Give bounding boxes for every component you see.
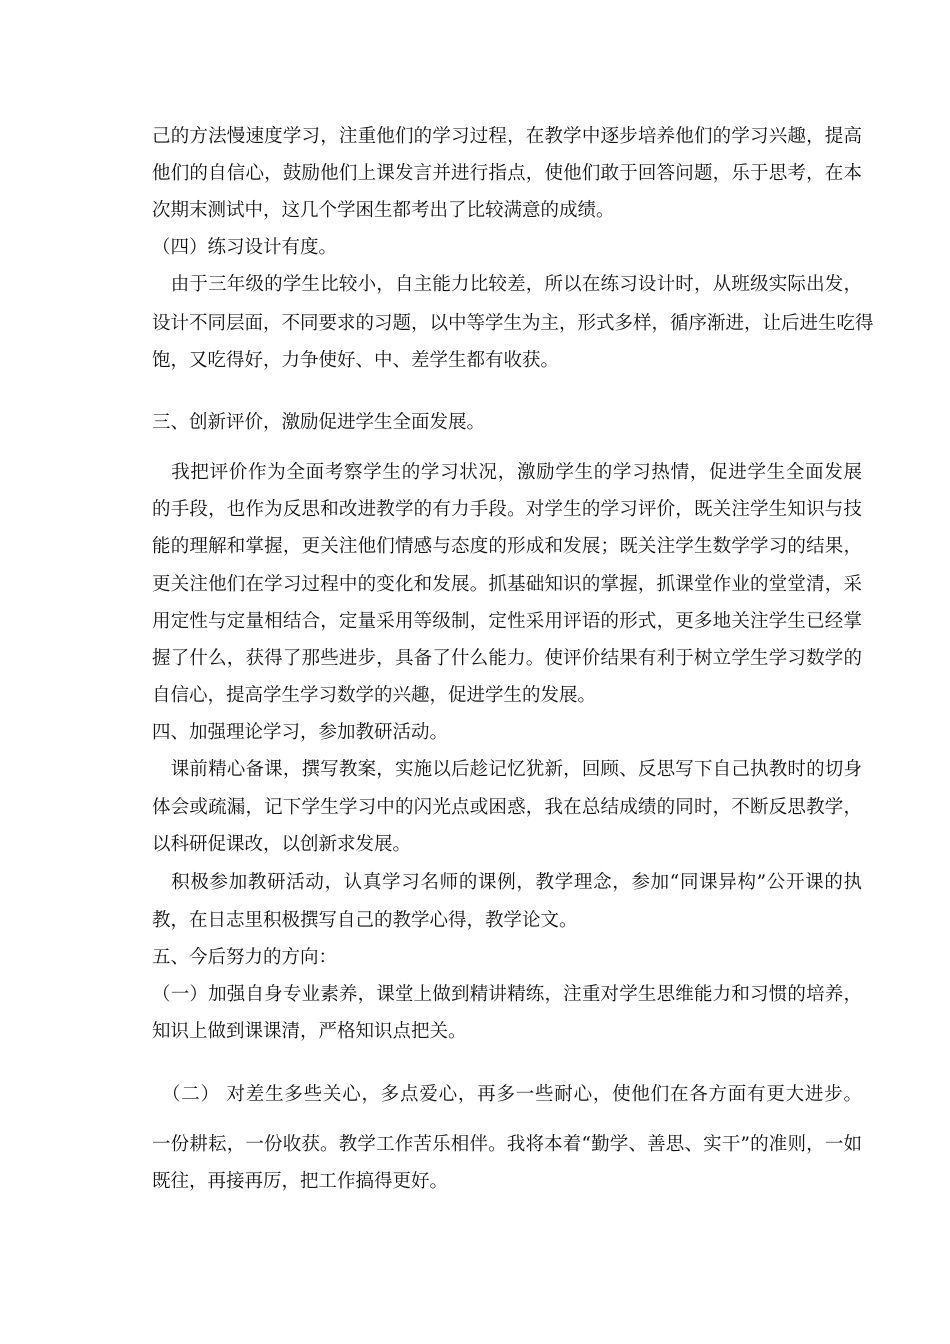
text-line: 知识上做到课课清，严格知识点把关。 [152, 1021, 467, 1042]
section-heading: 四、加强理论学习，参加教研活动。 [152, 722, 449, 743]
text-line: 能的理解和掌握，更关注他们情感与态度的形成和发展；既关注学生数学学习的结果， [152, 536, 862, 557]
text-line: 握了什么，获得了那些进步，具备了什么能力。使评价结果有利于树立学生学习数学的 [152, 648, 862, 669]
text-line: （二） 对差生多些关心，多点爱心，再多一些耐心，使他们在各方面有更大进步。 [152, 1084, 862, 1105]
text-line: 我把评价作为全面考察学生的学习状况，激励学生的学习热情，促进学生全面发展 [152, 462, 862, 483]
text-line: 设计不同层面，不同要求的习题，以中等学生为主，形式多样，循序渐进，让后进生吃得 [152, 313, 874, 334]
text-line: 己的方法慢速度学习，注重他们的学习过程，在教学中逐步培养他们的学习兴趣，提高 [152, 126, 862, 147]
text-line: 教，在日志里积极撰写自己的教学心得，教学论文。 [152, 910, 578, 931]
text-line: 自信心，提高学生学习数学的兴趣，促进学生的发展。 [152, 685, 597, 706]
text-line: 由于三年级的学生比较小，自主能力比较差，所以在练习设计时，从班级实际出发， [152, 274, 862, 295]
text-line: 饱，又吃得好，力争使好、中、差学生都有收获。 [152, 350, 560, 371]
text-line: 体会或疏漏，记下学生学习中的闪光点或困惑，我在总结成绩的同时，不断反思教学， [152, 797, 862, 818]
text-line: 既往，再接再厉，把工作搞得更好。 [152, 1171, 449, 1192]
text-line: 课前精心备课，撰写教案，实施以后趁记忆犹新，回顾、反思写下自己执教时的切身 [152, 759, 862, 780]
text-line: 用定性与定量相结合，定量采用等级制，定性采用评语的形式，更多地关注学生已经掌 [152, 611, 862, 632]
text-line: 更关注他们在学习过程中的变化和发展。抓基础知识的掌握，抓课堂作业的堂堂清，采 [152, 574, 862, 595]
text-line: 积极参加教研活动，认真学习名师的课例，教学理念，参加“同课异构”公开课的执 [152, 872, 862, 893]
section-heading: 五、今后努力的方向： [152, 947, 338, 968]
text-line: 次期末测试中，这几个学困生都考出了比较满意的成绩。 [152, 200, 615, 221]
subheading: （四）练习设计有度。 [152, 237, 338, 258]
section-heading: 三、创新评价，激励促进学生全面发展。 [152, 412, 486, 433]
text-line: 他们的自信心，鼓励他们上课发言并进行指点，使他们敢于回答问题，乐于思考，在本 [152, 163, 862, 184]
text-line: （一）加强自身专业素养，课堂上做到精讲精练，注重对学生思维能力和习惯的培养， [152, 984, 862, 1005]
text-line: 的手段，也作为反思和改进教学的有力手段。对学生的学习评价，既关注学生知识与技 [152, 499, 862, 520]
text-line: 一份耕耘，一份收获。教学工作苦乐相伴。我将本着“勤学、善思、实干”的准则，一如 [152, 1134, 862, 1155]
text-line: 以科研促课改，以创新求发展。 [152, 834, 412, 855]
